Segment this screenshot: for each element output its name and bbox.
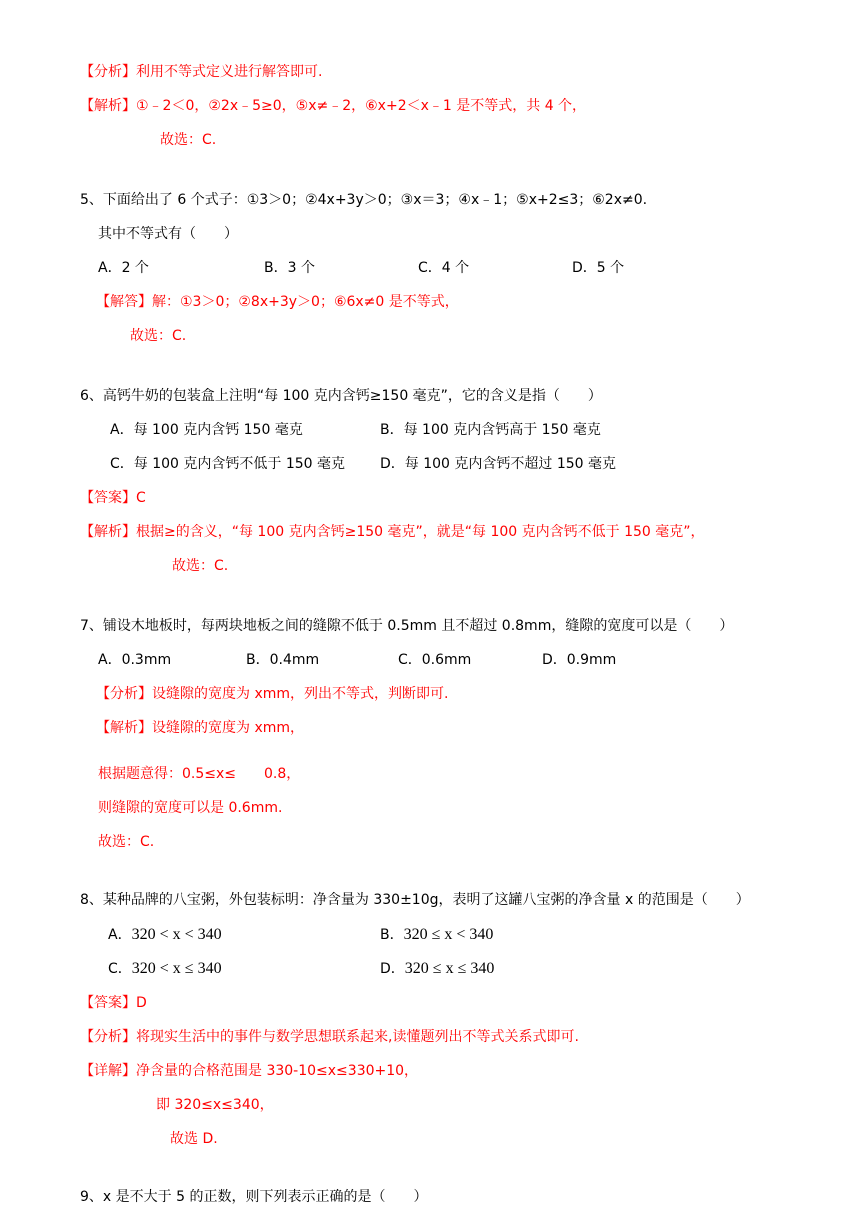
q7-choice: 故选：C. — [98, 834, 155, 850]
q7-solution: 【解析】设缝隙的宽度为 xmm， — [96, 720, 305, 736]
q4-choice: 故选：C. — [160, 132, 217, 148]
q9-stem: 9、x 是不大于 5 的正数，则下列表示正确的是（ ） — [80, 1189, 428, 1205]
q8-option-b — [380, 925, 493, 945]
q6-choice: 故选：C. — [172, 558, 229, 574]
q5-option-a: A．2 个 — [98, 260, 149, 276]
q6-option-d: D．每 100 克内含钙不超过 150 毫克 — [380, 456, 617, 472]
q8-option-c-expr: 320 < x ≤ 340 — [131, 960, 222, 977]
q6-option-b: B．每 100 克内含钙高于 150 毫克 — [380, 422, 601, 438]
q6-option-c: C．每 100 克内含钙不低于 150 毫克 — [110, 456, 346, 472]
q8-option-d-label: D． — [380, 961, 405, 977]
q8-option-c — [108, 959, 222, 979]
q8-option-c-label: C． — [108, 961, 132, 977]
q7-option-d: D．0.9mm — [542, 652, 617, 668]
q5-solution: 【解答】解：①3＞0；②8x+3y＞0；⑥6x≠0 是不等式， — [96, 294, 459, 310]
q6-option-a: A．每 100 克内含钙 150 毫克 — [110, 422, 303, 438]
q7-stem: 7、铺设木地板时，每两块地板之间的缝隙不低于 0.5mm 且不超过 0.8mm，缝隙的宽度可以是（ ） — [80, 618, 734, 634]
q8-option-a-label: A． — [108, 927, 132, 943]
q7-analysis: 【分析】设缝隙的宽度为 xmm，列出不等式，判断即可. — [96, 686, 449, 702]
q7-option-a: A．0.3mm — [98, 652, 172, 668]
q5-option-d: D．5 个 — [572, 260, 625, 276]
q8-option-a-expr: 320 < x < 340 — [131, 926, 222, 943]
q4-solution: 【解析】①﹣2＜0，②2x﹣5≥0，⑤x≠﹣2，⑥x+2＜x﹣1 是不等式，共 4 个， — [80, 98, 587, 114]
q8-option-b-label: B． — [380, 927, 404, 943]
q8-option-d — [380, 959, 494, 979]
q7-option-b: B．0.4mm — [246, 652, 320, 668]
q8-stem: 8、某种品牌的八宝粥，外包装标明：净含量为 330±10g，表明了这罐八宝粥的净含量 x 的范围是（ ） — [80, 892, 750, 908]
q5-stem-line2: 其中不等式有（ ） — [98, 226, 238, 242]
q8-step1: 即 320≤x≤340， — [156, 1097, 274, 1113]
q8-analysis: 【分析】将现实生活中的事件与数学思想联系起来,读懂题列出不等式关系式即可. — [80, 1029, 579, 1045]
q8-option-a — [108, 925, 222, 945]
q8-answer: 【答案】D — [80, 995, 147, 1011]
q8-option-b-expr: 320 ≤ x < 340 — [403, 926, 494, 943]
q6-solution: 【解析】根据≥的含义，“每 100 克内含钙≥150 毫克”，就是“每 100 克内含钙不低于 150 毫克”， — [80, 524, 705, 540]
q5-option-b: B．3 个 — [264, 260, 315, 276]
q8-detail: 【详解】净含量的合格范围是 330-10≤x≤330+10， — [80, 1063, 419, 1079]
q7-step1: 根据题意得：0.5≤x≤ 0.8， — [98, 766, 301, 782]
q5-choice: 故选：C. — [130, 328, 187, 344]
q6-answer: 【答案】C — [80, 490, 146, 506]
q5-option-c: C．4 个 — [418, 260, 470, 276]
q7-step2: 则缝隙的宽度可以是 0.6mm. — [98, 800, 283, 816]
q4-analysis: 【分析】利用不等式定义进行解答即可. — [80, 64, 323, 80]
q5-stem: 5、下面给出了 6 个式子：①3＞0；②4x+3y＞0；③x＝3；④x﹣1；⑤x+2≤3；⑥2x≠0. — [80, 192, 648, 208]
q7-option-c: C．0.6mm — [398, 652, 472, 668]
q8-option-d-expr: 320 ≤ x ≤ 340 — [404, 960, 495, 977]
q6-stem: 6、高钙牛奶的包装盒上注明“每 100 克内含钙≥150 毫克”，它的含义是指（ ） — [80, 388, 602, 404]
q8-choice: 故选 D. — [170, 1131, 218, 1147]
